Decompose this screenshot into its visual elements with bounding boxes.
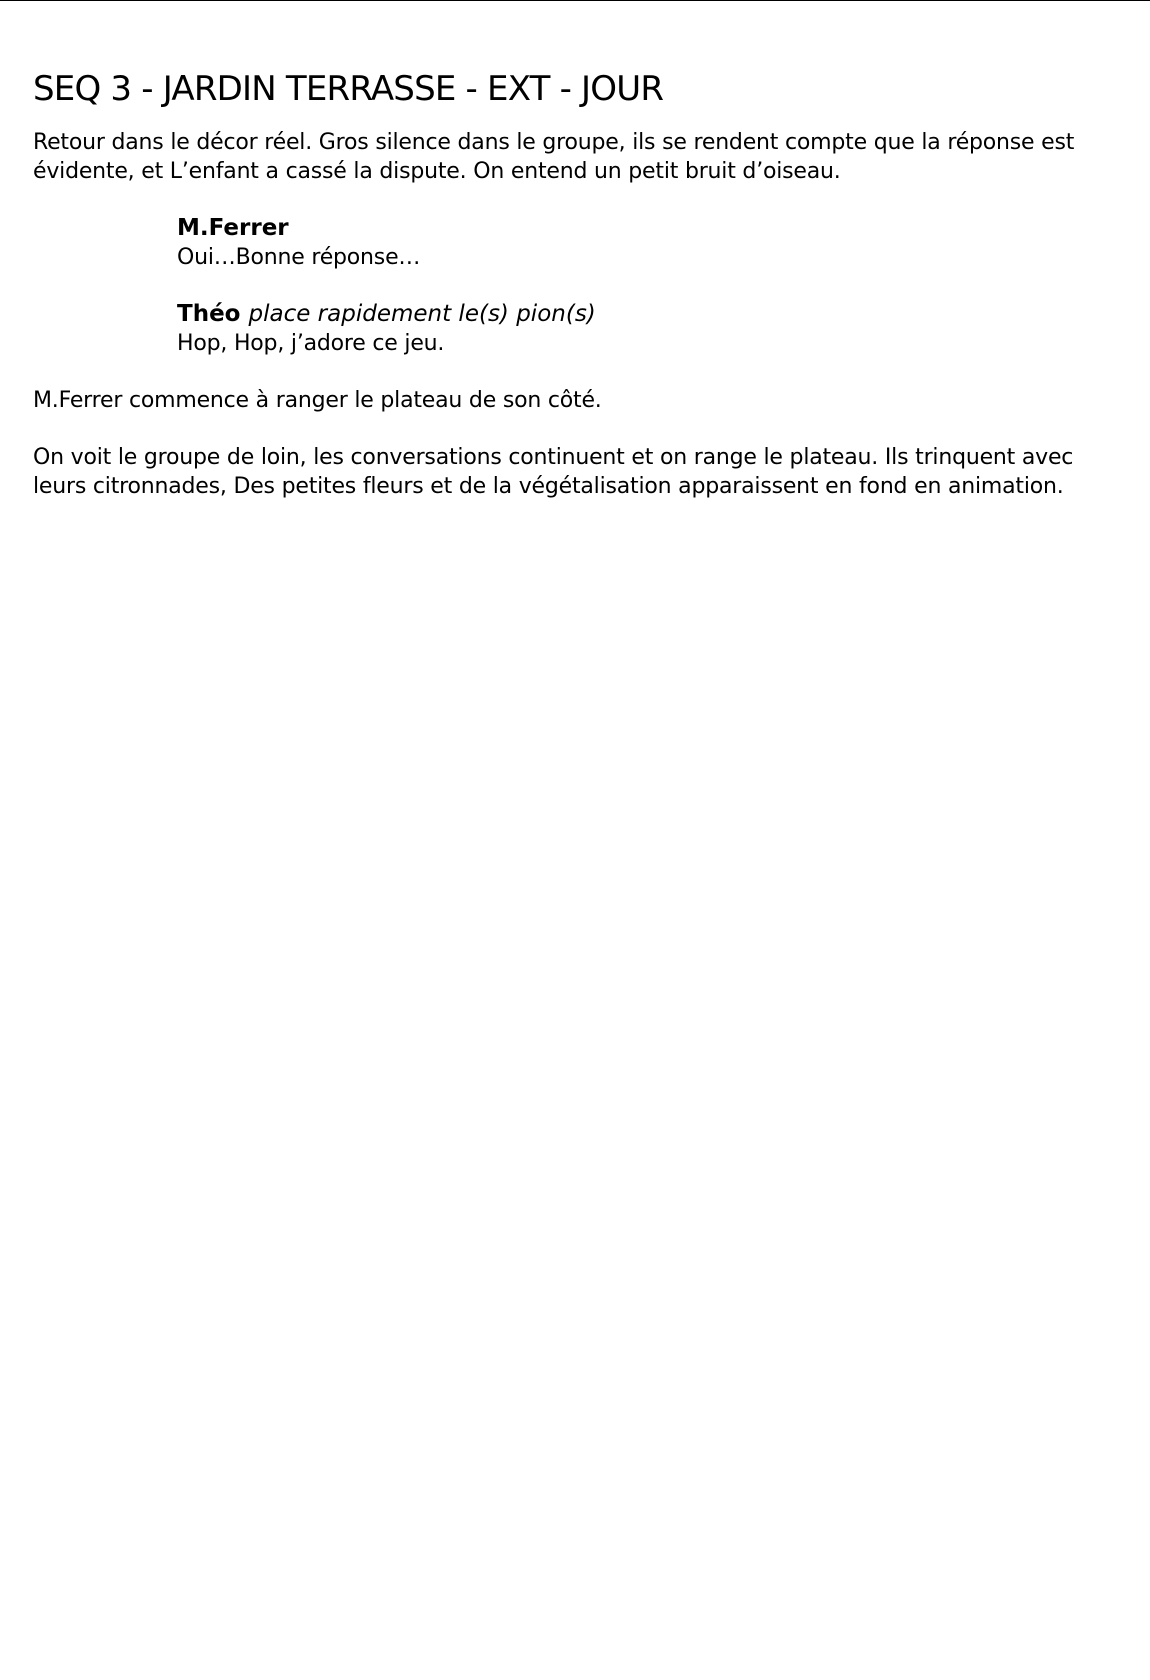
character-name-theo: Théo	[177, 301, 241, 327]
script-page	[33, 64, 1123, 501]
closing-action-line-1: On voit le groupe de loin, les conversations continuent et on range le plateau. Ils trinquent avec	[33, 445, 1074, 470]
closing-action-text	[33, 443, 1123, 501]
dialogue-block-theo	[177, 300, 1123, 358]
character-name-ferrer: M.Ferrer	[177, 215, 289, 241]
scene-heading: SEQ 3 - JARDIN TERRASSE - EXT - JOUR	[33, 69, 664, 109]
dialogue-line-theo: Hop, Hop, j’adore ce jeu.	[177, 331, 445, 356]
dialogue-line-ferrer: Oui…Bonne réponse…	[177, 245, 421, 270]
closing-action-line-2: leurs citronnades, Des petites fleurs et de la végétalisation apparaissent en fond en animation.	[33, 474, 1064, 499]
parenthetical-theo: place rapidement le(s) pion(s)	[248, 301, 596, 327]
intro-action-line-1: Retour dans le décor réel. Gros silence dans le groupe, ils se rendent compte que la réponse est	[33, 130, 1075, 155]
intro-action-text	[33, 128, 1123, 186]
page-top-rule	[0, 0, 1150, 1]
intro-action-line-2: évidente, et L’enfant a cassé la dispute. On entend un petit bruit d’oiseau.	[33, 159, 841, 184]
character-heading-theo	[177, 300, 1123, 329]
action-text: M.Ferrer commence à ranger le plateau de son côté.	[33, 388, 602, 413]
dialogue-block-ferrer	[177, 214, 1123, 272]
